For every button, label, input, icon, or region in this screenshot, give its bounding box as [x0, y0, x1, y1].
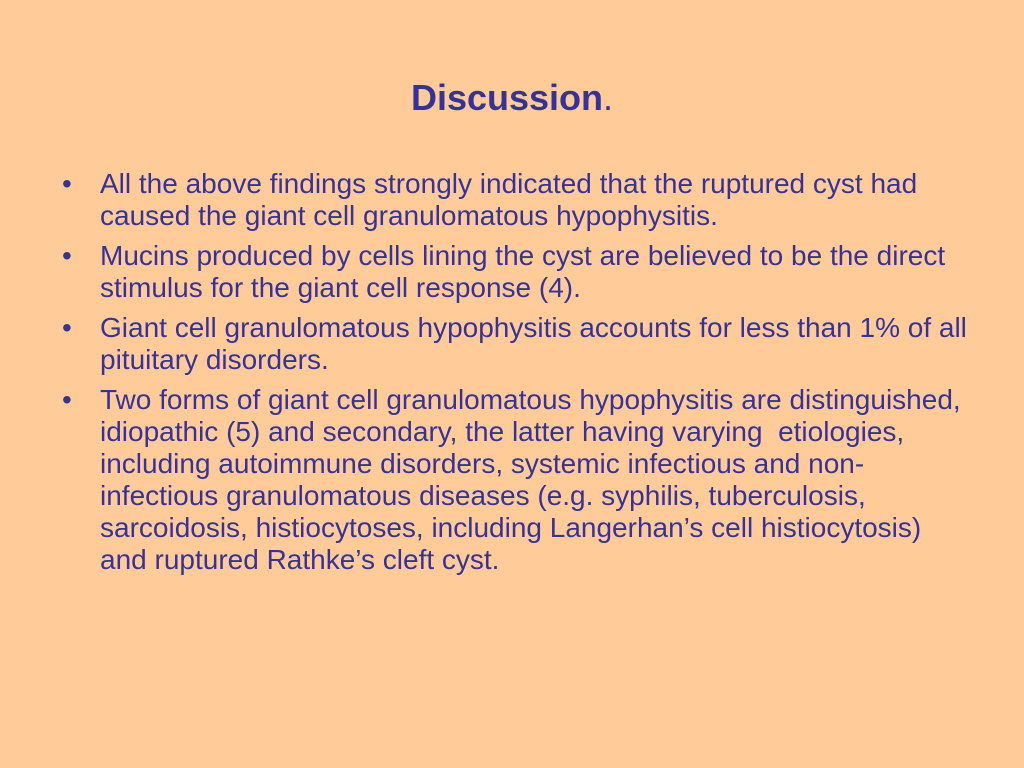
bullet-text: All the above findings strongly indicated that the ruptured cyst had caused the giant cell granulomatous hypophysitis. [100, 168, 925, 231]
bullet-marker: • [62, 240, 72, 271]
bullet-item [62, 312, 975, 376]
bullet-text: Mucins produced by cells lining the cyst are believed to be the direct stimulus for the giant cell response (4). [100, 240, 953, 303]
bullet-item [62, 384, 972, 576]
bullet-marker: • [62, 168, 72, 199]
bullet-marker: • [62, 312, 72, 343]
slide-title-period: . [603, 77, 614, 118]
slide-title-text: Discussion [410, 77, 604, 118]
slide-title [0, 74, 1024, 122]
bullet-text: Giant cell granulomatous hypophysitis accounts for less than 1% of all pituitary disorders. [100, 312, 975, 375]
bullet-marker: • [62, 384, 72, 415]
bullet-list [62, 168, 975, 584]
bullet-item [62, 240, 972, 304]
bullet-text: Two forms of giant cell granulomatous hypophysitis are distinguished, idiopathic (5) and secondary, the latter having varying etiologies, including autoimmune disorders, systemic infectious and non-infectious granulomatous diseases (e.g. syphilis, tuberculosis, sarcoidosis, histiocytoses, including Langerhan’s cell histiocytosis) and ruptured Rathke’s cleft cyst. [100, 384, 969, 575]
bullet-item [62, 168, 972, 232]
